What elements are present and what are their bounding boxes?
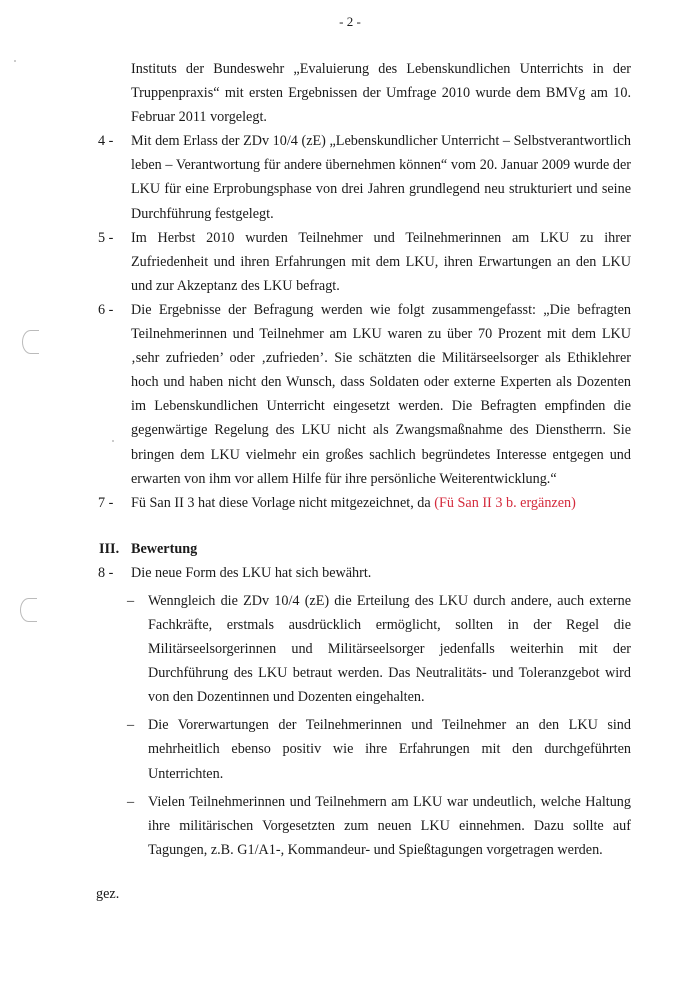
paragraph-number: 6 -: [98, 301, 114, 318]
bullet-dash: –: [127, 592, 135, 609]
bullet-item: [127, 713, 631, 785]
bullet-text: Vielen Teilnehmerinnen und Teilnehmern am LKU war undeutlich, welche Haltung ihre militärischen Vorgesetzten zum neuen LKU einnehmen. Dazu sollte auf Tagungen, z.B. G1/A1-, Kommandeur- und Spießtagungen vorgetragen werden.: [148, 793, 631, 858]
paragraph-5: [98, 226, 631, 298]
paragraph-number: 8 -: [98, 564, 114, 581]
document-body: [0, 57, 700, 862]
bullet-text: Die Vorerwartungen der Teilnehmerinnen und Teilnehmer an den LKU sind mehrheitlich ebenso positiv wie ihre Erfahrungen mit den durchgeführten Unterrichten.: [148, 717, 631, 782]
bullet-dash: –: [127, 717, 135, 734]
paragraph-number: 5 -: [98, 229, 114, 246]
signoff: gez.: [96, 886, 120, 902]
paragraph-7: [98, 491, 631, 515]
paragraph-text: Mit dem Erlass der ZDv 10/4 (zE) „Lebenskundlicher Unterricht – Selbstverantwortlich leben – Verantwortung für andere übernehmen können“ vom 20. Januar 2009 wurde der LKU für eine Erprobungsphase von drei Jahren grundlegend neu strukturiert und seine Durchführung festgelegt.: [131, 133, 631, 222]
paragraph-text: Im Herbst 2010 wurden Teilnehmer und Teilnehmerinnen am LKU zu ihrer Zufriedenheit und ihren Erfahrungen mit dem LKU, ihren Erwartungen an den LKU und zur Akzeptanz des LKU befragt.: [131, 229, 631, 294]
bullet-dash: –: [127, 793, 135, 810]
paragraph-6: [98, 298, 631, 491]
page-number: - 2 -: [339, 14, 361, 29]
paragraph-number: 7 -: [98, 494, 114, 511]
bullet-item: [127, 790, 631, 862]
paragraph-8: [98, 561, 631, 585]
section-heading: [99, 537, 700, 561]
intro-text: Instituts der Bundeswehr „Evaluierung des Lebenskundlichen Unterrichts in der Truppenpraxis“ mit ersten Ergebnissen der Umfrage 2010 wurde dem BMVg am 10. Februar 2011 vorgelegt.: [131, 61, 631, 126]
paragraph-4: [98, 129, 631, 225]
paragraph-text: Die neue Form des LKU hat sich bewährt.: [131, 564, 372, 581]
bullet-text: Wenngleich die ZDv 10/4 (zE) die Erteilung des LKU durch andere, auch externe Fachkräfte, erstmals ausdrücklich ermöglicht, sollten in der Regel die Militärseelsorgerinnen und Militärseelsorger jedenfalls weiterhin mit der Durchführung des LKU betraut werden. Das Neutralitäts- und Toleranzgebot wird von den Dozentinnen und Dozenten eingehalten.: [148, 592, 631, 706]
intro-paragraph: [131, 57, 631, 129]
paragraph-text: Die Ergebnisse der Befragung werden wie folgt zusammengefasst: „Die befragten Teilnehmerinnen und Teilnehmer am LKU waren zu über 70 Prozent mit dem LKU ‚sehr zufrieden’ oder ‚zufrieden’. Sie schätzten die Militärseelsorger als Ethiklehrer hoch und haben nicht den Wunsch, dass Soldaten oder externe Experten als Dozenten im Lebenskundlichen Unterricht eingesetzt werden. Die Befragten empfinden die gegenwärtige Regelung des LKU nicht als Zwangsmaßnahme des Dienstherrn. Sie bringen dem LKU vielmehr ein großes sachlich begründetes Interesse entgegen und erwarten von ihm vor allem Hilfe für ihre persönliche Weiterentwicklung.“: [131, 301, 631, 487]
section-title: Bewertung: [131, 540, 198, 557]
paragraph-number: 4 -: [98, 133, 114, 150]
paragraph-text: [131, 491, 631, 515]
bullet-item: [127, 589, 631, 709]
section-number: III.: [99, 540, 120, 557]
paragraph-7-text: Fü San II 3 hat diese Vorlage nicht mitgezeichnet, da: [131, 494, 435, 511]
editorial-note: (Fü San II 3 b. ergänzen): [434, 494, 576, 511]
